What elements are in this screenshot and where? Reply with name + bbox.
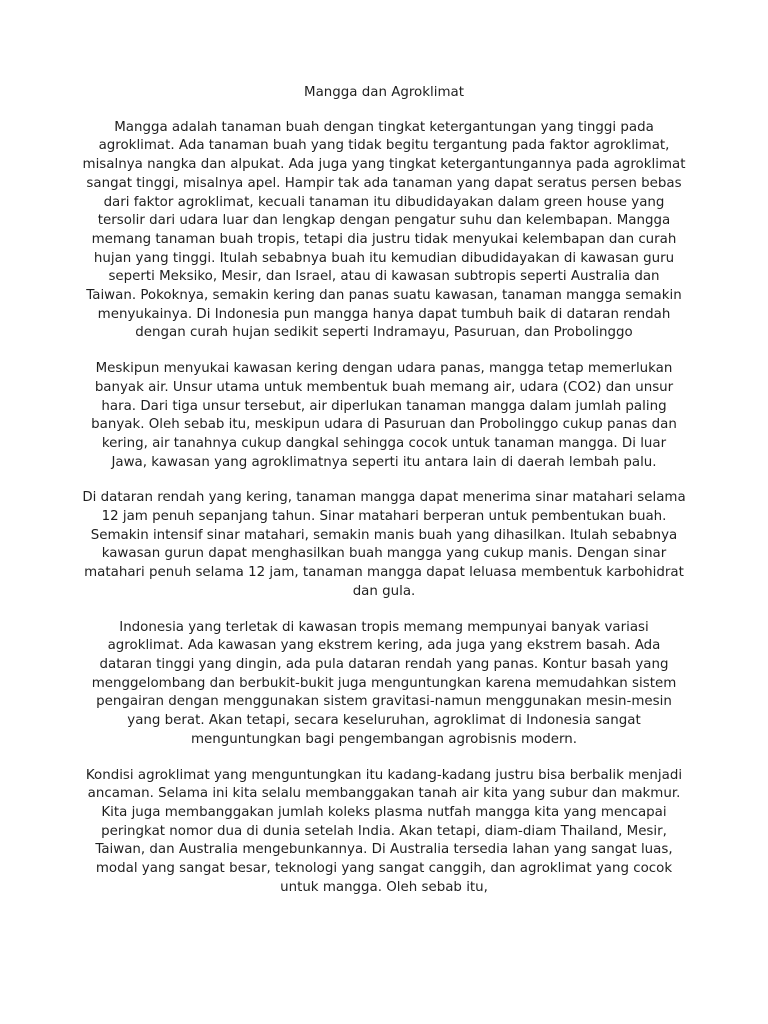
paragraph-4: Indonesia yang terletak di kawasan tropis memang mempunyai banyak variasi agroklimat. Ada kawasan yang ekstrem kering, ada juga yang ekstrem basah. Ada dataran tinggi yang dingin, ada pula dataran rendah yang panas. Kontur basah yang menggelombang dan berbukit-bukit juga menguntungkan karena memudahkan sistem pengairan dengan menggunakan sistem gravitasi-namun menggunakan mesin-mesin yang berat. Akan tetapi, secara keseluruhan, agroklimat di Indonesia sangat menguntungkan bagi pengembangan agrobisnis modern. (91, 619, 677, 747)
document-page (82, 84, 686, 914)
paragraph-3: Di dataran rendah yang kering, tanaman mangga dapat menerima sinar matahari selama 12 jam penuh sepanjang tahun. Sinar matahari berperan untuk pembentukan buah. Semakin intensif sinar matahari, semakin manis buah yang dihasilkan. Itulah sebabnya kawasan gurun dapat menghasilkan buah mangga yang cukup manis. Dengan sinar matahari penuh selama 12 jam, tanaman mangga dapat leluasa membentuk karbohidrat dan gula. (82, 490, 686, 599)
paragraph-1: Mangga adalah tanaman buah dengan tingkat ketergantungan yang tinggi pada agroklimat. Ada tanaman buah yang tidak begitu tergantung pada faktor agroklimat, misalnya nangka dan alpukat. Ada juga yang tingkat ketergantungannya pada agroklimat sangat tinggi, misalnya apel. Hampir tak ada tanaman yang dapat seratus persen bebas dari faktor agroklimat, kecuali tanaman itu dibudidayakan dalam green house yang tersolir dari udara luar dan lengkap dengan pengatur suhu dan kelembapan. Mangga memang tanaman buah tropis, tetapi dia justru tidak menyukai kelembapan dan curah hujan yang tinggi. Itulah sebabnya buah itu kemudian dibudidayakan di kawasan guru seperti Meksiko, Mesir, dan Israel, atau di kawasan subtropis seperti Australia dan Taiwan. Pokoknya, semakin kering dan panas suatu kawasan, tanaman mangga semakin menyukainya. Di Indonesia pun mangga hanya dapat tumbuh baik di dataran rendah dengan curah hujan sedikit seperti Indramayu, Pasuruan, dan Probolinggo (82, 119, 686, 341)
document-title: Mangga dan Agroklimat (304, 85, 464, 100)
paragraph-5: Kondisi agroklimat yang menguntungkan itu kadang-kadang justru bisa berbalik menjadi ancaman. Selama ini kita selalu membanggakan tanah air kita yang subur dan makmur. Kita juga membanggakan jumlah koleks plasma nutfah mangga kita yang mencapai peringkat nomor dua di dunia setelah India. Akan tetapi, diam-diam Thailand, Mesir, Taiwan, dan Australia mengebunkannya. Di Australia tersedia lahan yang sangat luas, modal yang sangat besar, teknologi yang sangat canggih, dan agroklimat yang cocok untuk mangga. Oleh sebab itu, (85, 767, 683, 895)
paragraph-2: Meskipun menyukai kawasan kering dengan udara panas, mangga tetap memerlukan banyak air. Unsur utama untuk membentuk buah memang air, udara (CO2) dan unsur hara. Dari tiga unsur tersebut, air diperlukan tanaman mangga dalam jumlah paling banyak. Oleh sebab itu, meskipun udara di Pasuruan dan Probolinggo cukup panas dan kering, air tanahnya cukup dangkal sehingga cocok untuk tanaman mangga. Di luar Jawa, kawasan yang agroklimatnya seperti itu antara lain di daerah lembah palu. (91, 361, 677, 470)
